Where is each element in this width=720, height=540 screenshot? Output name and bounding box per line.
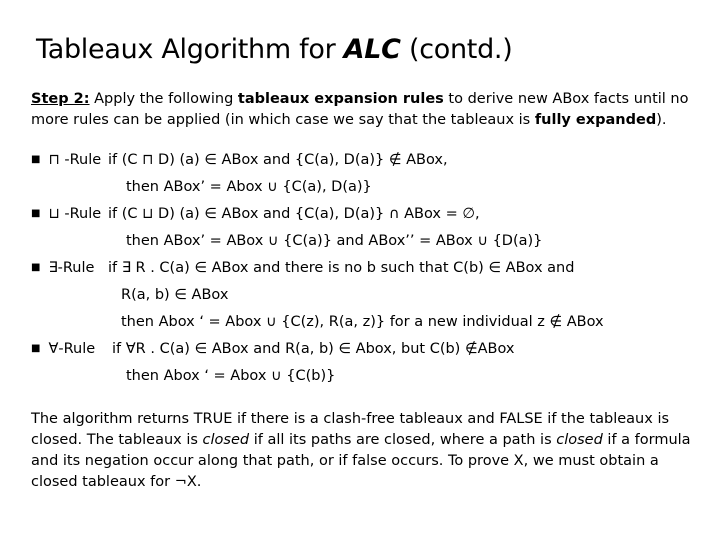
bullet-icon: ■: [31, 343, 41, 354]
bullet-icon: ■: [31, 262, 41, 273]
rule-or: [31, 204, 101, 226]
rule-exists: [31, 258, 94, 280]
rule-exists-name: ∃-Rule: [48, 260, 95, 276]
rule-or-line-1: if (C ⊔ D) (a) ∈ ABox and {C(a), D(a)} ∩ ABox = ∅,: [108, 206, 480, 222]
title-suffix: (contd.): [400, 34, 513, 65]
bullet-icon: ■: [31, 154, 41, 165]
bullet-icon: ■: [31, 208, 41, 219]
rule-forall-line-1: if ∀R . C(a) ∈ ABox and R(a, b) ∈ Abox, but C(b) ∉ABox: [112, 341, 515, 357]
rule-or-line-2: then ABox’ = ABox ∪ {C(a)} and ABox’’ = ABox ∪ {D(a)}: [126, 233, 543, 249]
rule-exists-line-3: then Abox ‘ = Abox ∪ {C(z), R(a, z)} for a new individual z ∉ ABox: [121, 314, 604, 330]
outro-t1: The algorithm returns TRUE if there is a clash-free tableaux and FALSE if the tableaux is closed. The tableaux is: [31, 411, 670, 448]
title-logic: ALC: [343, 34, 401, 65]
outro-closed-1: closed: [202, 432, 250, 448]
title-prefix: Tableaux Algorithm for: [36, 34, 344, 65]
step-paragraph: [31, 89, 691, 131]
step-text-a: Apply the following: [89, 91, 238, 107]
rule-exists-line-1: if ∃ R . C(a) ∈ ABox and there is no b such that C(b) ∈ ABox and: [108, 260, 575, 276]
closing-paragraph: [31, 409, 697, 493]
slide-title: [36, 34, 512, 65]
step-emph-b: fully expanded: [534, 112, 657, 128]
step-label: Step 2:: [31, 91, 90, 107]
rule-forall-line-2: then Abox ‘ = Abox ∪ {C(b)}: [126, 368, 336, 384]
rule-and: [31, 150, 101, 172]
rule-forall-name: ∀-Rule: [48, 341, 96, 357]
rule-or-name: ⊔ -Rule: [48, 206, 102, 222]
step-text-b: to derive new ABox facts until no more rules can be applied (in which case we say that the tableaux is: [31, 91, 689, 128]
rule-and-name: ⊓ -Rule: [48, 152, 102, 168]
outro-closed-2: closed: [556, 432, 603, 448]
outro-t3: if a formula and its negation occur along that path, or if false occurs. To prove X, we must obtain a closed tableaux for ¬X.: [31, 432, 691, 490]
step-text-c: ).: [656, 112, 667, 128]
rule-exists-line-2: R(a, b) ∈ ABox: [121, 287, 229, 303]
step-emph-a: tableaux expansion rules: [237, 91, 444, 107]
rule-and-line-2: then ABox’ = Abox ∪ {C(a), D(a)}: [126, 179, 372, 195]
rule-and-line-1: if (C ⊓ D) (a) ∈ ABox and {C(a), D(a)} ∉ ABox,: [108, 152, 448, 168]
rule-forall: [31, 339, 95, 361]
outro-t2: if all its paths are closed, where a path is: [249, 432, 557, 448]
